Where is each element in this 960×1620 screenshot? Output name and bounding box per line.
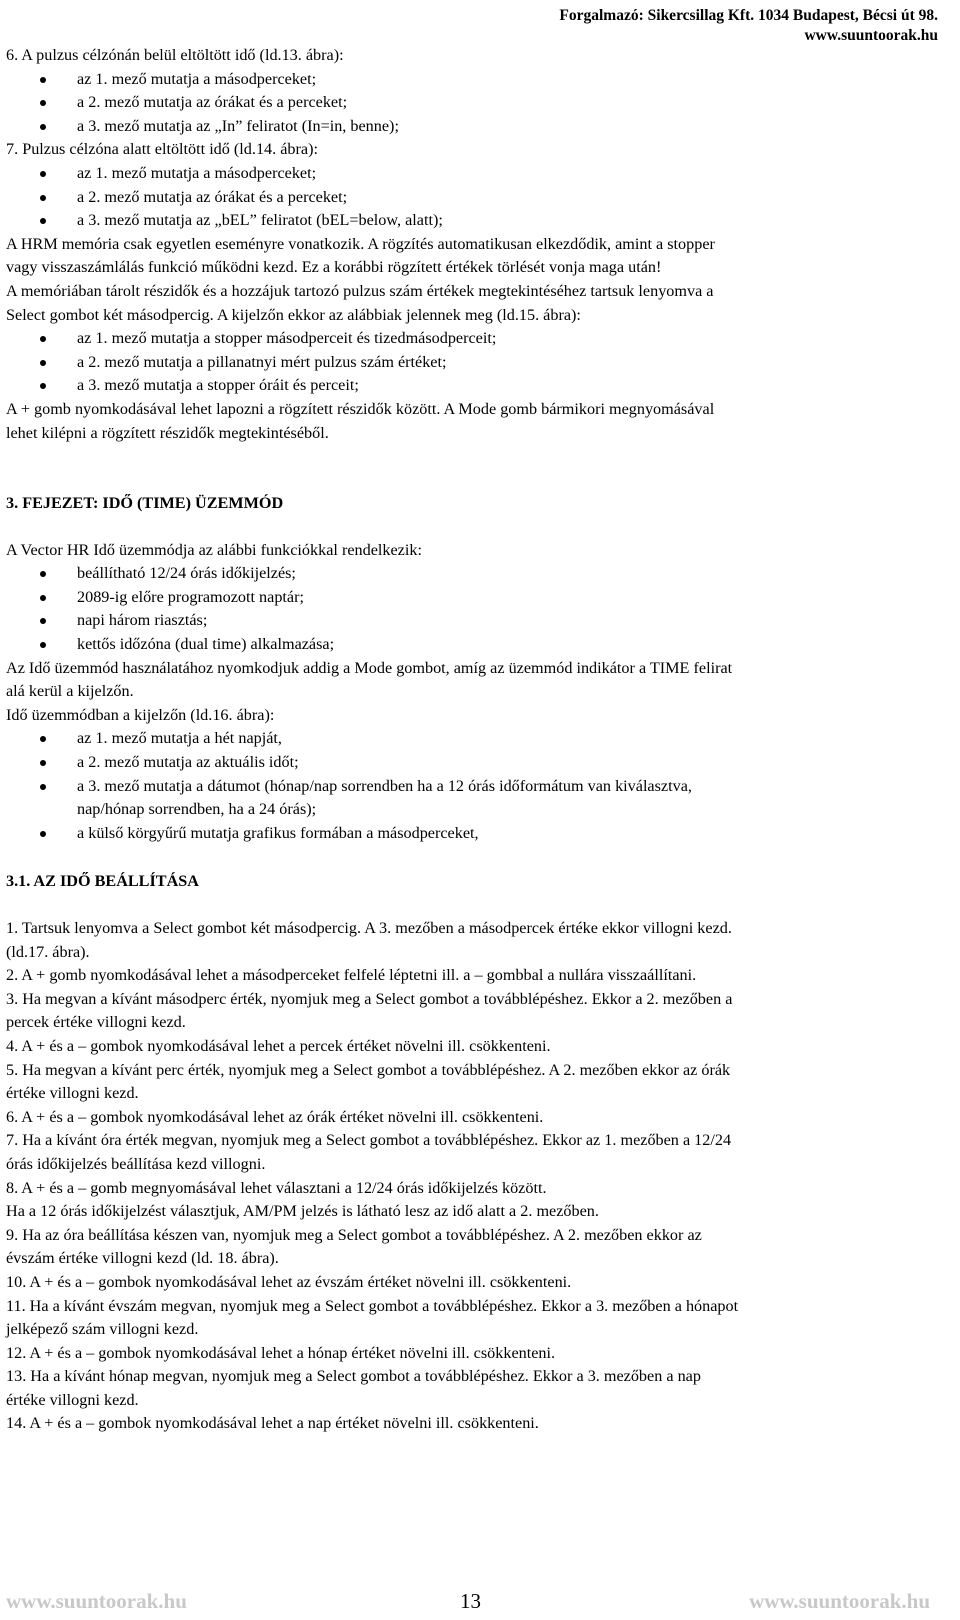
step-line: 4. A + és a – gombok nyomkodásával lehet a percek értéket növelni ill. csökkenteni.: [6, 1036, 551, 1055]
page-content: [6, 44, 954, 1436]
memory-paragraph-line: A + gomb nyomkodásával lehet lapozni a rögzített részidők között. A Mode gomb bármikori megnyomásával: [6, 399, 715, 418]
step-line: 9. Ha az óra beállítása készen van, nyomjuk meg a Select gombot a továbblépéshez. A 2. mezőben ekkor az: [6, 1225, 702, 1244]
bullet-icon: [40, 642, 46, 648]
bullet-icon: [40, 784, 46, 790]
chapter-3-intro: A Vector HR Idő üzemmódja az alábbi funkciókkal rendelkezik:: [6, 540, 422, 559]
memory-paragraph-line: Select gombot két másodpercig. A kijelzőn ekkor az alábbiak jelennek meg (ld.15. ábra):: [6, 305, 581, 324]
bullet-icon: [40, 760, 46, 766]
bullet-icon: [40, 124, 46, 130]
bullet-icon: [40, 831, 46, 837]
bullet-icon: [40, 336, 46, 342]
memory-paragraph-line: A HRM memória csak egyetlen eseményre vonatkozik. A rögzítés automatikusan elkezdődik, amint a stopper: [6, 234, 715, 253]
bullet-icon: [40, 100, 46, 106]
step-line: percek értéke villogni kezd.: [6, 1013, 186, 1032]
bullet-icon: [40, 218, 46, 224]
step-line: 7. Ha a kívánt óra érték megvan, nyomjuk meg a Select gombot a továbblépéshez. Ekkor az 1. mezőben a 12/24: [6, 1131, 732, 1150]
page-header: [559, 6, 938, 46]
list-item-continuation: nap/hónap sorrendben, ha a 24 órás);: [77, 800, 317, 819]
memory-paragraph-line: lehet kilépni a rögzített részidők megtekintéséből.: [6, 423, 329, 442]
section-7-title: 7. Pulzus célzóna alatt eltöltött idő (ld.14. ábra):: [6, 140, 318, 159]
distributor-line: Forgalmazó: Sikercsillag Kft. 1034 Budapest, Bécsi út 98.: [559, 7, 938, 24]
step-line: 5. Ha megvan a kívánt perc érték, nyomjuk meg a Select gombot a továbblépéshez. A 2. mezőben ekkor az órák: [6, 1060, 731, 1079]
setting-steps: [6, 917, 954, 1436]
list-item: a 2. mező mutatja a pillanatnyi mért pulzus szám értéket;: [6, 351, 954, 375]
step-line: 11. Ha a kívánt évszám megvan, nyomjuk meg a Select gombot a továbblépéshez. Ekkor a 3. mezőben a hónapot: [6, 1296, 739, 1315]
section-6-title: 6. A pulzus célzónán belül eltöltött idő (ld.13. ábra):: [6, 46, 344, 64]
list-item: az 1. mező mutatja a hét napját,: [6, 727, 954, 751]
list-item: a 2. mező mutatja az órákat és a perceket;: [6, 186, 954, 210]
list-item: 2089-ig előre programozott naptár;: [6, 586, 954, 610]
list-item: a külső körgyűrű mutatja grafikus formában a másodperceket,: [6, 822, 954, 846]
section-3-1-heading: 3.1. AZ IDŐ BEÁLLÍTÁSA: [6, 872, 199, 891]
step-line: 10. A + és a – gombok nyomkodásával lehet az évszám értéket növelni ill. csökkenteni.: [6, 1272, 572, 1291]
list-item: a 2. mező mutatja az órákat és a perceket;: [6, 91, 954, 115]
step-line: jelképező szám villogni kezd.: [6, 1320, 199, 1339]
list-item: a 3. mező mutatja az „In” feliratot (In=in, benne);: [6, 115, 954, 139]
bullet-icon: [40, 383, 46, 389]
step-line: értéke villogni kezd.: [6, 1390, 139, 1409]
step-line: 2. A + gomb nyomkodásával lehet a másodperceket felfelé léptetni ill. a – gombbal a nullára visszaállítani.: [6, 966, 697, 985]
list-item: beállítható 12/24 órás időkijelzés;: [6, 562, 954, 586]
bullet-icon: [40, 618, 46, 624]
step-line: 12. A + és a – gombok nyomkodásával lehet a hónap értéket növelni ill. csökkenteni.: [6, 1343, 556, 1362]
memory-paragraph-line: vagy visszaszámlálás funkció működni kezd. Ez a korábbi rögzített értékek törlését vonja maga után!: [6, 258, 662, 277]
list-item: kettős időzóna (dual time) alkalmazása;: [6, 633, 954, 657]
usage-paragraph-line: Az Idő üzemmód használatához nyomkodjuk addig a Mode gombot, amíg az üzemmód indikátor a TIME felirat: [6, 658, 733, 677]
step-line: 3. Ha megvan a kívánt másodperc érték, nyomjuk meg a Select gombot a továbblépéshez. Ekkor a 2. mezőben a: [6, 989, 733, 1008]
chapter-3-heading: 3. FEJEZET: IDŐ (TIME) ÜZEMMÓD: [6, 494, 284, 513]
step-line: 8. A + és a – gomb megnyomásával lehet választani a 12/24 órás időkijelzés között.: [6, 1178, 547, 1197]
list-item: a 2. mező mutatja az aktuális időt;: [6, 751, 954, 775]
bullet-icon: [40, 360, 46, 366]
list-item: napi három riasztás;: [6, 609, 954, 633]
footer-website-right[interactable]: www.suuntoorak.hu: [749, 1589, 930, 1613]
list-item: a 3. mező mutatja a stopper óráit és perceit;: [6, 374, 954, 398]
usage-paragraph-line: alá kerül a kijelzőn.: [6, 682, 134, 701]
memory-paragraph-line: A memóriában tárolt részidők és a hozzájuk tartozó pulzus szám értékek megtekintéséhez tartsuk lenyomva a: [6, 281, 714, 300]
bullet-icon: [40, 77, 46, 83]
bullet-icon: [40, 171, 46, 177]
step-line: Ha a 12 órás időkijelzést választjuk, AM/PM jelzés is látható lesz az idő alatt a 2. mezőben.: [6, 1202, 599, 1221]
step-line: 14. A + és a – gombok nyomkodásával lehet a nap értéket növelni ill. csökkenteni.: [6, 1414, 539, 1433]
list-item: az 1. mező mutatja a másodperceket;: [6, 162, 954, 186]
footer-website-left[interactable]: www.suuntoorak.hu: [6, 1589, 187, 1613]
step-line: 1. Tartsuk lenyomva a Select gombot két másodpercig. A 3. mezőben a másodpercek értéke ekkor villogni kezd.: [6, 919, 732, 937]
step-line: 6. A + és a – gombok nyomkodásával lehet az órák értéket növelni ill. csökkenteni.: [6, 1107, 544, 1126]
step-line: értéke villogni kezd.: [6, 1084, 139, 1103]
page-footer: [0, 1588, 960, 1618]
page-number: 13: [460, 1589, 481, 1613]
list-item: a 3. mező mutatja a dátumot (hónap/nap sorrendben ha a 12 órás időformátum van kiválasztva,: [6, 775, 954, 799]
bullet-icon: [40, 736, 46, 742]
step-line: órás időkijelzés beállítása kezd villogni.: [6, 1154, 266, 1173]
bullet-icon: [40, 195, 46, 201]
list-item: a 3. mező mutatja az „bEL” feliratot (bEL=below, alatt);: [6, 209, 954, 233]
bullet-icon: [40, 595, 46, 601]
list-item: az 1. mező mutatja a másodperceket;: [6, 68, 954, 92]
step-line: 13. Ha a kívánt hónap megvan, nyomjuk meg a Select gombot a továbblépéshez. Ekkor a 3. mezőben a nap: [6, 1367, 701, 1386]
website-link[interactable]: www.suuntoorak.hu: [804, 27, 938, 44]
list-item: az 1. mező mutatja a stopper másodperceit és tizedmásodperceit;: [6, 327, 954, 351]
step-line: (ld.17. ábra).: [6, 942, 90, 961]
bullet-icon: [40, 571, 46, 577]
step-line: évszám értéke villogni kezd (ld. 18. ábra).: [6, 1249, 279, 1268]
display-title: Idő üzemmódban a kijelzőn (ld.16. ábra):: [6, 705, 275, 724]
